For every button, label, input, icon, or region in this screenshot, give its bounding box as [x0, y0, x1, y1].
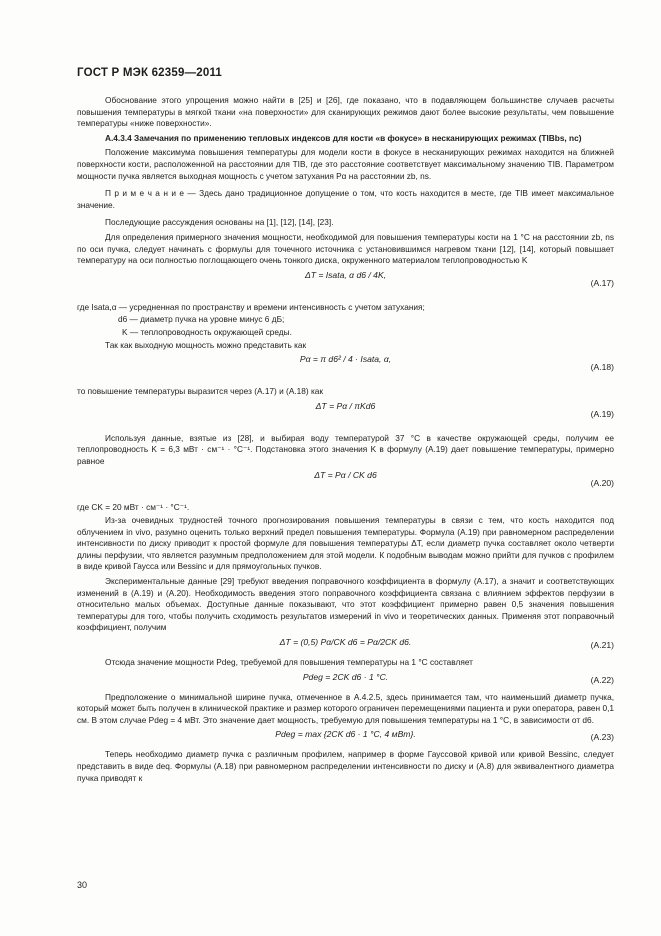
equation-a21: [77, 637, 614, 655]
paragraph: Отсюда значение мощности Pdeg, требуемой для повышения температуры на 1 °С составляет: [105, 657, 473, 667]
equation-number: (A.20): [590, 478, 614, 489]
equation-number: (A.17): [590, 277, 614, 288]
document-header: ГОСТ Р МЭК 62359—2011: [77, 67, 223, 79]
page-body: [77, 95, 614, 787]
definition: где CK = 20 мВт · см⁻¹ · °С⁻¹.: [77, 502, 190, 513]
paragraph: Теперь необходимо диаметр пучка с различным профилем, например в форме Гауссовой кривой или кривой Bessinc, следует представить в виде deq. Формулы (А.18) при равномерном распределении интенсивности по диску и (А.8) для эквивалентного диаметра пучка приводят к: [77, 749, 614, 783]
paragraph: Так как выходную мощность можно представить как: [105, 339, 307, 350]
paragraph: то повышение температуры выразится через (А.17) и (А.18) как: [77, 386, 324, 397]
equation-text: ΔT = Pα / CK d6: [314, 470, 377, 481]
equation-number: (A.23): [590, 732, 614, 743]
equation-a20: [77, 470, 614, 500]
equation-a19: [77, 401, 614, 431]
paragraph: Последующие рассуждения основаны на [1], [12], [14], [23].: [105, 217, 334, 228]
note: П р и м е ч а н и е — Здесь дано традиционное допущение о том, что кость находится в месте, где TIB имеет максимальное значение.: [77, 188, 614, 210]
paragraph: Экспериментальные данные [29] требуют введения поправочного коэффициента в формулу (А.17), а значит и соответствующих изменений в (А.19) и (А.20). Необходимость введения этого поправочного коэффициента связана с влиянием эффектов перфузии в относительно малых объемах. Доступные данные показывают, что этот коэффициент примерно равен 0,5 значения повышения температуры для того, чтобы получить сходимость результатов измерений in vivo и теоретических данных. Применяя этот поправочный коэффициент, получим: [77, 576, 614, 633]
equation-number: (A.21): [590, 640, 614, 650]
equation-text: ΔT = (0,5) Pα/CK d6 = Pα/2CK d6.: [279, 637, 412, 647]
equation-a23: [77, 729, 614, 747]
equation-a22: [77, 672, 614, 690]
paragraph: Из-за очевидных трудностей точного прогнозирования повышения температуры в связи с тем, что кость находится под облучением in vivo, разумно оценить только верхний предел повышения температуры. Формула (А.19) при равномерном распределении интенсивности по диску приводит к простой формуле для повышения температуры ΔT, если диаметр пучка составляет около четверти длины перфузии, что является разумным предположением для этой модели. К подобным выводам можно прийти для пучков с профилем в виде кривой Гаусса или Bessinc и для прямоугольных пучков.: [77, 515, 614, 572]
equation-text: Pdeg = max {2CK d6 · 1 °С, 4 мВт}.: [275, 729, 416, 740]
definition: d6 — диаметр пучка на уровне минус 6 дБ;: [118, 314, 285, 325]
equation-text: Pα = π d6² / 4 · Isata, α,: [299, 354, 392, 365]
equation-text: ΔT = Isata, α d6 / 4K,: [304, 269, 387, 280]
paragraph: Положение максимума повышения температуры для модели кости в фокусе в несканирующих режимах находится на ближней поверхности кости, расположенной на расстоянии для TIB, где это расстояние соответствует максимальному значению TIB. Параметром мощности пучка является выходная мощность с учетом затухания Pα на расстоянии zb, ns.: [77, 147, 614, 181]
definition: где Isata,α — усредненная по пространству и времени интенсивность с учетом затухания;: [77, 301, 425, 312]
definition: K — теплопроводность окружающей среды.: [122, 326, 292, 337]
paragraph: Используя данные, взятые из [28], и выбирая воду температурой 37 °С в качестве окружающей среды, получим ее теплопроводность K = 6,3 мВт · см⁻¹ · °С⁻¹. Подстановка этого значения K в формулу (А.19) дает повышение температуры, примерно равное: [77, 432, 614, 466]
equation-number: (A.22): [590, 674, 614, 685]
equation-number: (A.18): [590, 362, 614, 373]
equation-text: Pdeg = 2CK d6 · 1 °С.: [302, 671, 389, 682]
paragraph: Для определения примерного значения мощности, необходимой для повышения температуры кости на 1 °С на расстоянии zb, ns по оси пучка, следует начинать с формулы для точечного источника с установившимся нагревом ткани [12], [14], который повышает температуру на оси полностью поглощающего очень тонкого диска, окруженного материалом теплопроводностью K: [77, 231, 614, 266]
equation-text: ΔT = Pα / πKd6: [315, 400, 376, 411]
section-title: А.4.3.4 Замечания по применению тепловых индексов для кости «в фокусе» в несканирующих режимах (TIBbs, nc): [105, 132, 582, 143]
paragraph: Обоснование этого упрощения можно найти в [25] и [26], где показано, что в подавляющем большинстве случаев расчеты повышения температуры в мягкой ткани «на поверхности» для сканирующих режимов дают более высокие результаты, чем повышение температуры «ниже поверхности».: [77, 95, 614, 129]
page-number: 30: [77, 880, 88, 890]
equation-number: (A.19): [590, 408, 614, 419]
paragraph: Предположение о минимальной ширине пучка, отмеченное в А.4.2.5, здесь принимается там, что наименьший диаметр пучка, который может быть получен в клинической практике и размер которого ограничен перемещениями пациента и руки оператора, равен 0,1 см. В этом случае Pdeg = 4 мВт. Это значение дает мощность, требуемую для повышения температуры на 1 °С, в зависимости от d6.: [77, 691, 614, 725]
equation-a18: [77, 354, 614, 384]
equation-a17: [77, 270, 614, 300]
